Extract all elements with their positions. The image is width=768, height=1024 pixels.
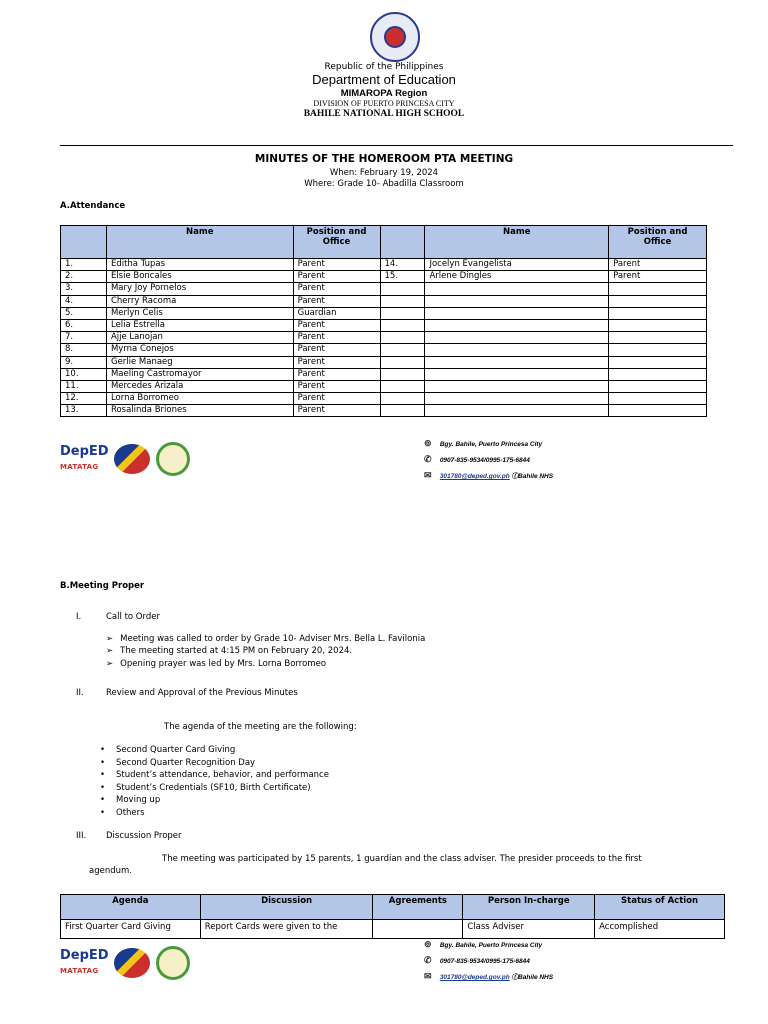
- agenda-intro: The agenda of the meeting are the following:: [164, 722, 357, 732]
- table-row: [61, 920, 725, 939]
- footer-logos-bottom: [60, 946, 190, 980]
- row-number: [380, 332, 425, 344]
- attendee-position: Parent: [293, 356, 380, 368]
- header-position-left: Position and Office: [293, 226, 380, 259]
- attendee-position: Parent: [293, 295, 380, 307]
- attendee-position: [609, 344, 707, 356]
- row-number: 6.: [61, 319, 107, 331]
- attendee-name: [425, 393, 609, 405]
- phone-text: 0907-835-9534/0995-175-6844: [439, 958, 530, 965]
- table-row: [61, 380, 707, 392]
- table-row: [61, 319, 707, 331]
- attendee-name: Jocelyn Evangelista: [425, 259, 609, 271]
- attendee-position: Guardian: [293, 307, 380, 319]
- section-3-number: III.: [76, 831, 87, 841]
- attendee-name: Mercedes Arizala: [106, 380, 293, 392]
- attendee-name: [425, 344, 609, 356]
- agenda-cell: Class Adviser: [463, 920, 595, 939]
- list-item: • Moving up: [100, 794, 329, 807]
- row-number: 4.: [61, 295, 107, 307]
- section-2-number: II.: [76, 688, 84, 698]
- row-number: 15.: [380, 271, 425, 283]
- attendee-name: [425, 405, 609, 417]
- header-position-right: Position and Office: [609, 226, 707, 259]
- table-row: [61, 405, 707, 417]
- agenda-column-header: Discussion: [200, 895, 373, 920]
- bagong-pilipinas-logo: [114, 948, 150, 978]
- attendee-name: [425, 380, 609, 392]
- facebook-text: Bahile NHS: [518, 974, 554, 981]
- attendee-name: Mary Joy Pornelos: [106, 283, 293, 295]
- attendee-position: Parent: [293, 259, 380, 271]
- row-number: [380, 344, 425, 356]
- attendee-position: [609, 405, 707, 417]
- call-to-order-list: [106, 633, 425, 670]
- section-1-number: I.: [76, 612, 82, 622]
- attendee-position: [609, 393, 707, 405]
- header-no-left: [61, 226, 107, 259]
- attendee-name: [425, 356, 609, 368]
- row-number: 10.: [61, 368, 107, 380]
- discussion-text-line-1: The meeting was participated by 15 parents, 1 guardian and the class adviser. The presider proceeds to the first: [162, 854, 642, 864]
- agenda-cell: Accomplished: [595, 920, 725, 939]
- attendee-name: [425, 307, 609, 319]
- list-item: • Student’s Credentials (SF10, Birth Certificate): [100, 782, 329, 795]
- division-text: DIVISION OF PUERTO PRINCESA CITY: [313, 99, 455, 108]
- attendee-position: [609, 380, 707, 392]
- footer-logos: [60, 442, 190, 476]
- location-icon: ⊚: [424, 438, 432, 448]
- row-number: 1.: [61, 259, 107, 271]
- list-item: ➢ Meeting was called to order by Grade 10- Adviser Mrs. Bella L. Favilonia: [106, 633, 425, 645]
- agenda-cell: [373, 920, 463, 939]
- header-name-right: Name: [425, 226, 609, 259]
- attendee-position: [609, 295, 707, 307]
- section-3-title: Discussion Proper: [106, 831, 182, 841]
- school-logo: [156, 946, 190, 980]
- bagong-pilipinas-logo: [114, 444, 150, 474]
- attendee-name: Myrna Conejos: [106, 344, 293, 356]
- phone-icon: ✆: [424, 955, 432, 965]
- attendee-name: Maeling Castromayor: [106, 368, 293, 380]
- location-icon: ⊚: [424, 939, 432, 949]
- header-no-right: [380, 226, 425, 259]
- attendee-position: [609, 283, 707, 295]
- facebook-icon: ⓕ: [511, 473, 519, 480]
- row-number: [380, 319, 425, 331]
- row-number: [380, 283, 425, 295]
- row-number: [380, 307, 425, 319]
- agenda-column-header: Agreements: [373, 895, 463, 920]
- attendee-position: Parent: [293, 393, 380, 405]
- facebook-text: Bahile NHS: [518, 473, 554, 480]
- attendee-position: Parent: [293, 332, 380, 344]
- row-number: 3.: [61, 283, 107, 295]
- list-item: • Second Quarter Recognition Day: [100, 757, 329, 770]
- document-title: MINUTES OF THE HOMEROOM PTA MEETING: [254, 153, 514, 165]
- email-link[interactable]: 301780@deped.gov.ph: [439, 473, 510, 480]
- attendee-position: Parent: [293, 283, 380, 295]
- attendee-name: Lelia Estrella: [106, 319, 293, 331]
- agenda-cell: First Quarter Card Giving: [61, 920, 201, 939]
- agenda-column-header: Agenda: [61, 895, 201, 920]
- attendance-table: [60, 225, 707, 417]
- agenda-column-header: Status of Action: [595, 895, 725, 920]
- row-number: [380, 356, 425, 368]
- attendee-position: Parent: [293, 380, 380, 392]
- row-number: 2.: [61, 271, 107, 283]
- row-number: 9.: [61, 356, 107, 368]
- agenda-column-header: Person In-charge: [463, 895, 595, 920]
- attendee-name: [425, 368, 609, 380]
- attendee-name: [425, 332, 609, 344]
- republic-text: Republic of the Philippines: [324, 62, 444, 72]
- attendee-name: [425, 283, 609, 295]
- table-row: [61, 271, 707, 283]
- section-1-title: Call to Order: [106, 612, 160, 622]
- attendee-position: [609, 356, 707, 368]
- row-number: [380, 380, 425, 392]
- attendee-name: Rosalinda Briones: [106, 405, 293, 417]
- address-text: Bgy. Bahile, Puerto Princesa City: [439, 441, 543, 448]
- footer-contact-bottom: [424, 937, 553, 985]
- attendee-position: [609, 307, 707, 319]
- list-item: ➢ Opening prayer was led by Mrs. Lorna Borromeo: [106, 658, 425, 670]
- facebook-icon: ⓕ: [511, 974, 519, 981]
- attendee-name: Editha Tupas: [106, 259, 293, 271]
- deped-logo: DepED MATATAG: [60, 443, 109, 471]
- list-item: • Second Quarter Card Giving: [100, 744, 329, 757]
- header-divider: [60, 145, 733, 146]
- email-icon: ✉: [424, 470, 432, 480]
- attendee-position: Parent: [293, 405, 380, 417]
- row-number: [380, 393, 425, 405]
- row-number: [380, 368, 425, 380]
- school-name: BAHILE NATIONAL HIGH SCHOOL: [303, 109, 465, 119]
- list-item: • Student’s attendance, behavior, and performance: [100, 769, 329, 782]
- table-row: [61, 295, 707, 307]
- meeting-heading: B.Meeting Proper: [60, 581, 145, 591]
- attendee-position: Parent: [609, 271, 707, 283]
- table-row: [61, 393, 707, 405]
- row-number: [380, 405, 425, 417]
- table-row: [61, 283, 707, 295]
- footer-contact: [424, 436, 553, 484]
- email-icon: ✉: [424, 971, 432, 981]
- attendee-name: Elsie Boncales: [106, 271, 293, 283]
- phone-text: 0907-835-9534/0995-175-6844: [439, 457, 530, 464]
- row-number: 12.: [61, 393, 107, 405]
- table-row: [61, 368, 707, 380]
- row-number: 14.: [380, 259, 425, 271]
- department-text: Department of Education: [312, 72, 456, 87]
- region-text: MIMAROPA Region: [340, 88, 428, 99]
- section-2-title: Review and Approval of the Previous Minutes: [106, 688, 298, 698]
- agenda-table: [60, 894, 725, 939]
- address-text: Bgy. Bahile, Puerto Princesa City: [439, 942, 543, 949]
- row-number: 13.: [61, 405, 107, 417]
- attendee-name: [425, 295, 609, 307]
- phone-icon: ✆: [424, 454, 432, 464]
- attendance-heading: A.Attendance: [60, 201, 126, 211]
- attendee-position: Parent: [293, 271, 380, 283]
- attendee-position: [609, 332, 707, 344]
- table-row: [61, 332, 707, 344]
- attendee-name: Ajje Lanojan: [106, 332, 293, 344]
- attendee-position: [609, 319, 707, 331]
- attendee-position: Parent: [293, 344, 380, 356]
- attendee-name: Gerlie Manaeg: [106, 356, 293, 368]
- deped-logo: DepED MATATAG: [60, 947, 109, 975]
- attendee-name: Merlyn Celis: [106, 307, 293, 319]
- attendee-name: Arlene Dingles: [425, 271, 609, 283]
- attendee-position: [609, 368, 707, 380]
- attendee-position: Parent: [293, 319, 380, 331]
- table-row: [61, 259, 707, 271]
- row-number: [380, 295, 425, 307]
- school-logo: [156, 442, 190, 476]
- row-number: 5.: [61, 307, 107, 319]
- header-name-left: Name: [106, 226, 293, 259]
- attendee-position: Parent: [293, 368, 380, 380]
- row-number: 11.: [61, 380, 107, 392]
- row-number: 7.: [61, 332, 107, 344]
- list-item: • Others: [100, 807, 329, 820]
- table-row: [61, 307, 707, 319]
- email-link[interactable]: 301780@deped.gov.ph: [439, 974, 510, 981]
- discussion-text-line-2: agendum.: [89, 866, 132, 876]
- list-item: ➢ The meeting started at 4:15 PM on February 20, 2024.: [106, 645, 425, 657]
- agenda-cell: Report Cards were given to the: [200, 920, 373, 939]
- deped-seal-logo: [370, 12, 420, 62]
- meeting-where: Where: Grade 10- Abadilla Classroom: [304, 179, 464, 189]
- meeting-when: When: February 19, 2024: [329, 168, 439, 178]
- attendee-name: Cherry Racoma: [106, 295, 293, 307]
- attendee-name: Lorna Borromeo: [106, 393, 293, 405]
- attendee-position: Parent: [609, 259, 707, 271]
- row-number: 8.: [61, 344, 107, 356]
- table-row: [61, 344, 707, 356]
- table-row: [61, 356, 707, 368]
- attendee-name: [425, 319, 609, 331]
- agenda-list: [100, 744, 329, 820]
